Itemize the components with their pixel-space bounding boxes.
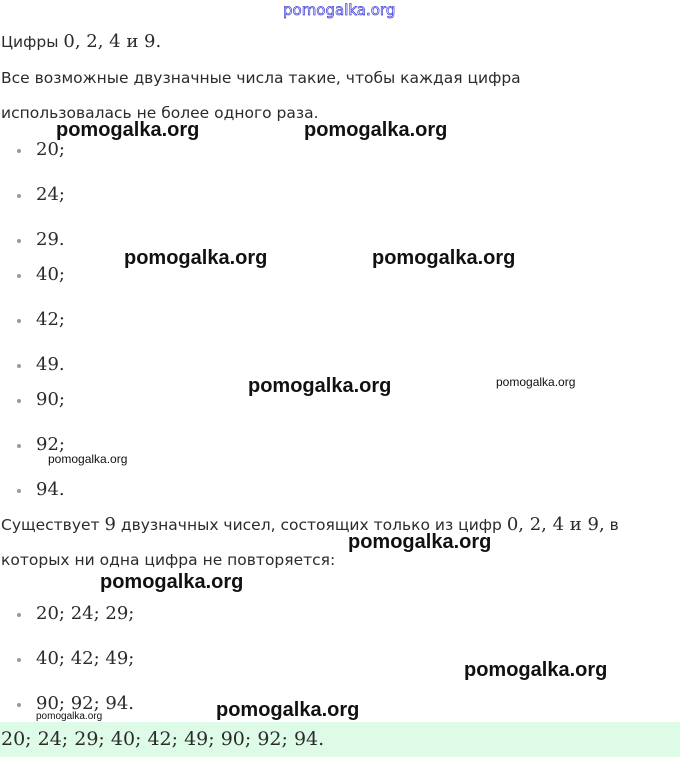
conclusion-line-2: которых ни одна цифра не повторяется: (1, 551, 336, 569)
watermark: pomogalka.org (48, 452, 128, 466)
list-item-text: 49. (36, 354, 65, 375)
list-item-text: 42; (36, 309, 65, 330)
list-item-text: 40; (36, 264, 65, 285)
bullet-icon (17, 613, 21, 617)
bullet-icon (17, 319, 21, 323)
list-item-text: 92; (36, 434, 65, 455)
watermark: pomogalka.org (248, 375, 392, 397)
task-line-2: использовалась не более одного раза. (1, 104, 319, 122)
conclusion-line-1 (1, 514, 619, 535)
bullet-icon (17, 489, 21, 493)
watermark: pomogalka.org (496, 375, 576, 389)
conclusion-suffix: в (609, 516, 619, 534)
bullet-icon (17, 239, 21, 243)
watermark: pomogalka.org (216, 699, 360, 721)
list-item-text: 90; (36, 389, 65, 410)
bullet-icon (17, 274, 21, 278)
watermark: pomogalka.org (348, 531, 492, 553)
bullet-icon (17, 149, 21, 153)
watermark: pomogalka.org (56, 119, 200, 141)
digits-line (1, 31, 161, 52)
watermark: pomogalka.org (124, 247, 268, 269)
conclusion-digits: 0, 2, 4 и 9, (506, 514, 605, 535)
list-item-text: 29. (36, 229, 65, 250)
list-item-text: 40; 42; 49; (36, 648, 135, 669)
list-item-text: 20; 24; 29; (36, 603, 135, 624)
bullet-icon (17, 364, 21, 368)
watermark: pomogalka.org (372, 247, 516, 269)
watermark: pomogalka.org (100, 571, 244, 593)
task-line-1: Все возможные двузначные числа такие, чтобы каждая цифра (1, 69, 521, 87)
list-item-text: 20; (36, 139, 65, 160)
conclusion-count: 9 (104, 514, 116, 535)
list-item-text: 24; (36, 184, 65, 205)
list-item-text: 90; 92; 94. (36, 693, 135, 714)
answer-text: 20; 24; 29; 40; 42; 49; 90; 92; 94. (1, 728, 325, 750)
watermark: pomogalka.org (36, 711, 103, 722)
watermark: pomogalka.org (464, 659, 608, 681)
bullet-icon (17, 444, 21, 448)
digits-math: 0, 2, 4 и 9. (63, 31, 162, 52)
bullet-icon (17, 399, 21, 403)
header-watermark: pomogalka.org (283, 1, 396, 19)
bullet-icon (17, 658, 21, 662)
conclusion-middle: двузначных чисел, состоящих только из цифр (120, 516, 502, 534)
bullet-icon (17, 194, 21, 198)
watermark: pomogalka.org (304, 119, 448, 141)
list-item-text: 94. (36, 479, 65, 500)
conclusion-prefix: Существует (1, 516, 100, 534)
digits-prefix: Цифры (1, 33, 59, 51)
bullet-icon (17, 703, 21, 707)
answer-box (0, 722, 680, 757)
